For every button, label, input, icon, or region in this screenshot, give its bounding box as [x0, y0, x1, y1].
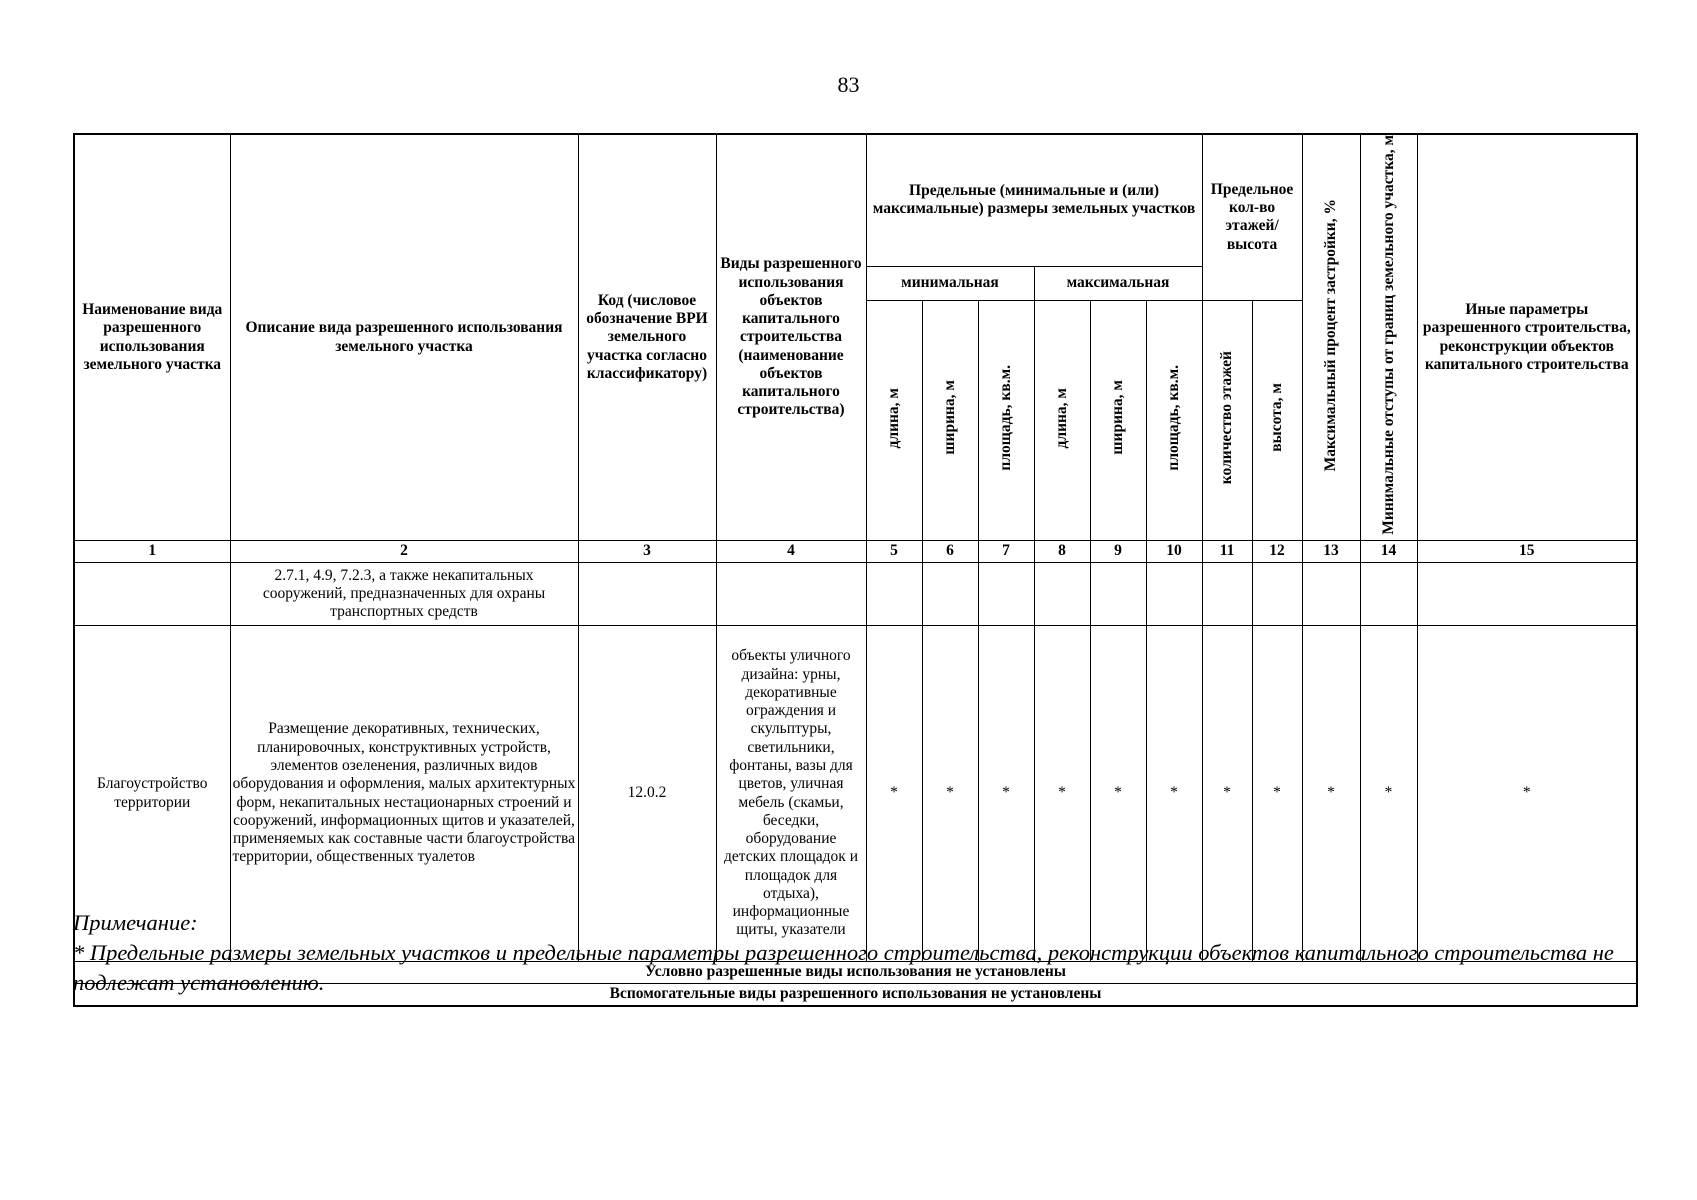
value-mark: *: [866, 626, 922, 962]
value-mark: *: [1146, 626, 1202, 962]
value-mark: *: [1202, 626, 1252, 962]
footnote-title: Примечание:: [73, 910, 198, 935]
header-max-percent: Максимальный процент застройки, %: [1302, 134, 1360, 541]
continuation-description: 2.7.1, 4.9, 7.2.3, а также некапитальных сооружений, предназначенных для охраны транспортных средств: [230, 563, 578, 626]
cell-empty: [1090, 563, 1146, 626]
header-max-area: площадь, кв.м.: [1146, 300, 1202, 540]
footnote: [73, 908, 1633, 998]
header-floors-group: Предельное кол-во этажей/ высота: [1202, 134, 1302, 300]
value-mark: *: [1034, 626, 1090, 962]
cell-empty: [1302, 563, 1360, 626]
header-min-setback: Минимальные отступы от границ земельного участка, м: [1360, 134, 1417, 541]
conditional-uses-note: Условно разрешенные виды использования не установлены: [74, 962, 1637, 984]
column-number: 2: [230, 541, 578, 563]
table-row-continuation: [74, 563, 1637, 626]
header-min-group: минимальная: [866, 266, 1034, 300]
cell-empty: [1202, 563, 1252, 626]
column-number: 6: [922, 541, 978, 563]
auxiliary-uses-note: Вспомогательные виды разрешенного использования не установлены: [74, 984, 1637, 1007]
column-number: 1: [74, 541, 230, 563]
column-numbers-row: [74, 541, 1637, 563]
header-max-width: ширина, м: [1090, 300, 1146, 540]
header-name: Наименование вида разрешенного использования земельного участка: [74, 134, 230, 541]
column-number: 12: [1252, 541, 1302, 563]
cell-empty: [1252, 563, 1302, 626]
footnote-text: * Предельные размеры земельных участков и предельные параметры разрешенного строительства, реконструкции объектов капитального строительства не подлежат установлению.: [73, 940, 1614, 995]
column-number: 15: [1417, 541, 1637, 563]
cell-empty: [716, 563, 866, 626]
value-mark: *: [1417, 626, 1637, 962]
header-min-width: ширина, м: [922, 300, 978, 540]
cell-empty: [74, 563, 230, 626]
header-limits-group: Предельные (минимальные и (или) максимальные) размеры земельных участков: [866, 134, 1202, 266]
use-code: 12.0.2: [578, 626, 716, 962]
column-number: 9: [1090, 541, 1146, 563]
column-number: 3: [578, 541, 716, 563]
cell-empty: [978, 563, 1034, 626]
column-number: 8: [1034, 541, 1090, 563]
header-height: высота, м: [1252, 300, 1302, 540]
use-objects: объекты уличного дизайна: урны, декоративные ограждения и скульптуры, светильники, фонтаны, вазы для цветов, уличная мебель (скамьи, беседки, оборудование детских площадок и площадок для отдыха), информационные щиты, указатели: [716, 626, 866, 962]
column-number: 5: [866, 541, 922, 563]
header-floors-count: количество этажей: [1202, 300, 1252, 540]
value-mark: *: [1360, 626, 1417, 962]
cell-empty: [1360, 563, 1417, 626]
value-mark: *: [922, 626, 978, 962]
header-code: Код (числовое обозначение ВРИ земельного участка согласно классификатору): [578, 134, 716, 541]
header-max-length: длина, м: [1034, 300, 1090, 540]
header-description: Описание вида разрешенного использования земельного участка: [230, 134, 578, 541]
use-name: Благоустройство территории: [74, 626, 230, 962]
column-number: 14: [1360, 541, 1417, 563]
value-mark: *: [1252, 626, 1302, 962]
header-min-area: площадь, кв.м.: [978, 300, 1034, 540]
value-mark: *: [1090, 626, 1146, 962]
cell-empty: [1417, 563, 1637, 626]
value-mark: *: [978, 626, 1034, 962]
page-number: 83: [837, 72, 860, 97]
header-other-params: Иные параметры разрешенного строительства, реконструкции объектов капитального строительства: [1417, 134, 1637, 541]
column-number: 4: [716, 541, 866, 563]
zoning-table: [73, 133, 1638, 1007]
cell-empty: [578, 563, 716, 626]
cell-empty: [1034, 563, 1090, 626]
column-number: 10: [1146, 541, 1202, 563]
header-max-group: максимальная: [1034, 266, 1202, 300]
cell-empty: [922, 563, 978, 626]
use-description: Размещение декоративных, технических, планировочных, конструктивных устройств, элементов озеленения, различных видов оборудования и оформления, малых архитектурных форм, некапитальных нестационарных строений и сооружений, информационных щитов и указателей, применяемых как составные части благоустройства территории, общественных туалетов: [230, 626, 578, 962]
cell-empty: [866, 563, 922, 626]
column-number: 13: [1302, 541, 1360, 563]
cell-empty: [1146, 563, 1202, 626]
header-objects: Виды разрешенного использования объектов капитального строительства (наименование объектов капитального строительства): [716, 134, 866, 541]
header-min-length: длина, м: [866, 300, 922, 540]
value-mark: *: [1302, 626, 1360, 962]
column-number: 7: [978, 541, 1034, 563]
column-number: 11: [1202, 541, 1252, 563]
